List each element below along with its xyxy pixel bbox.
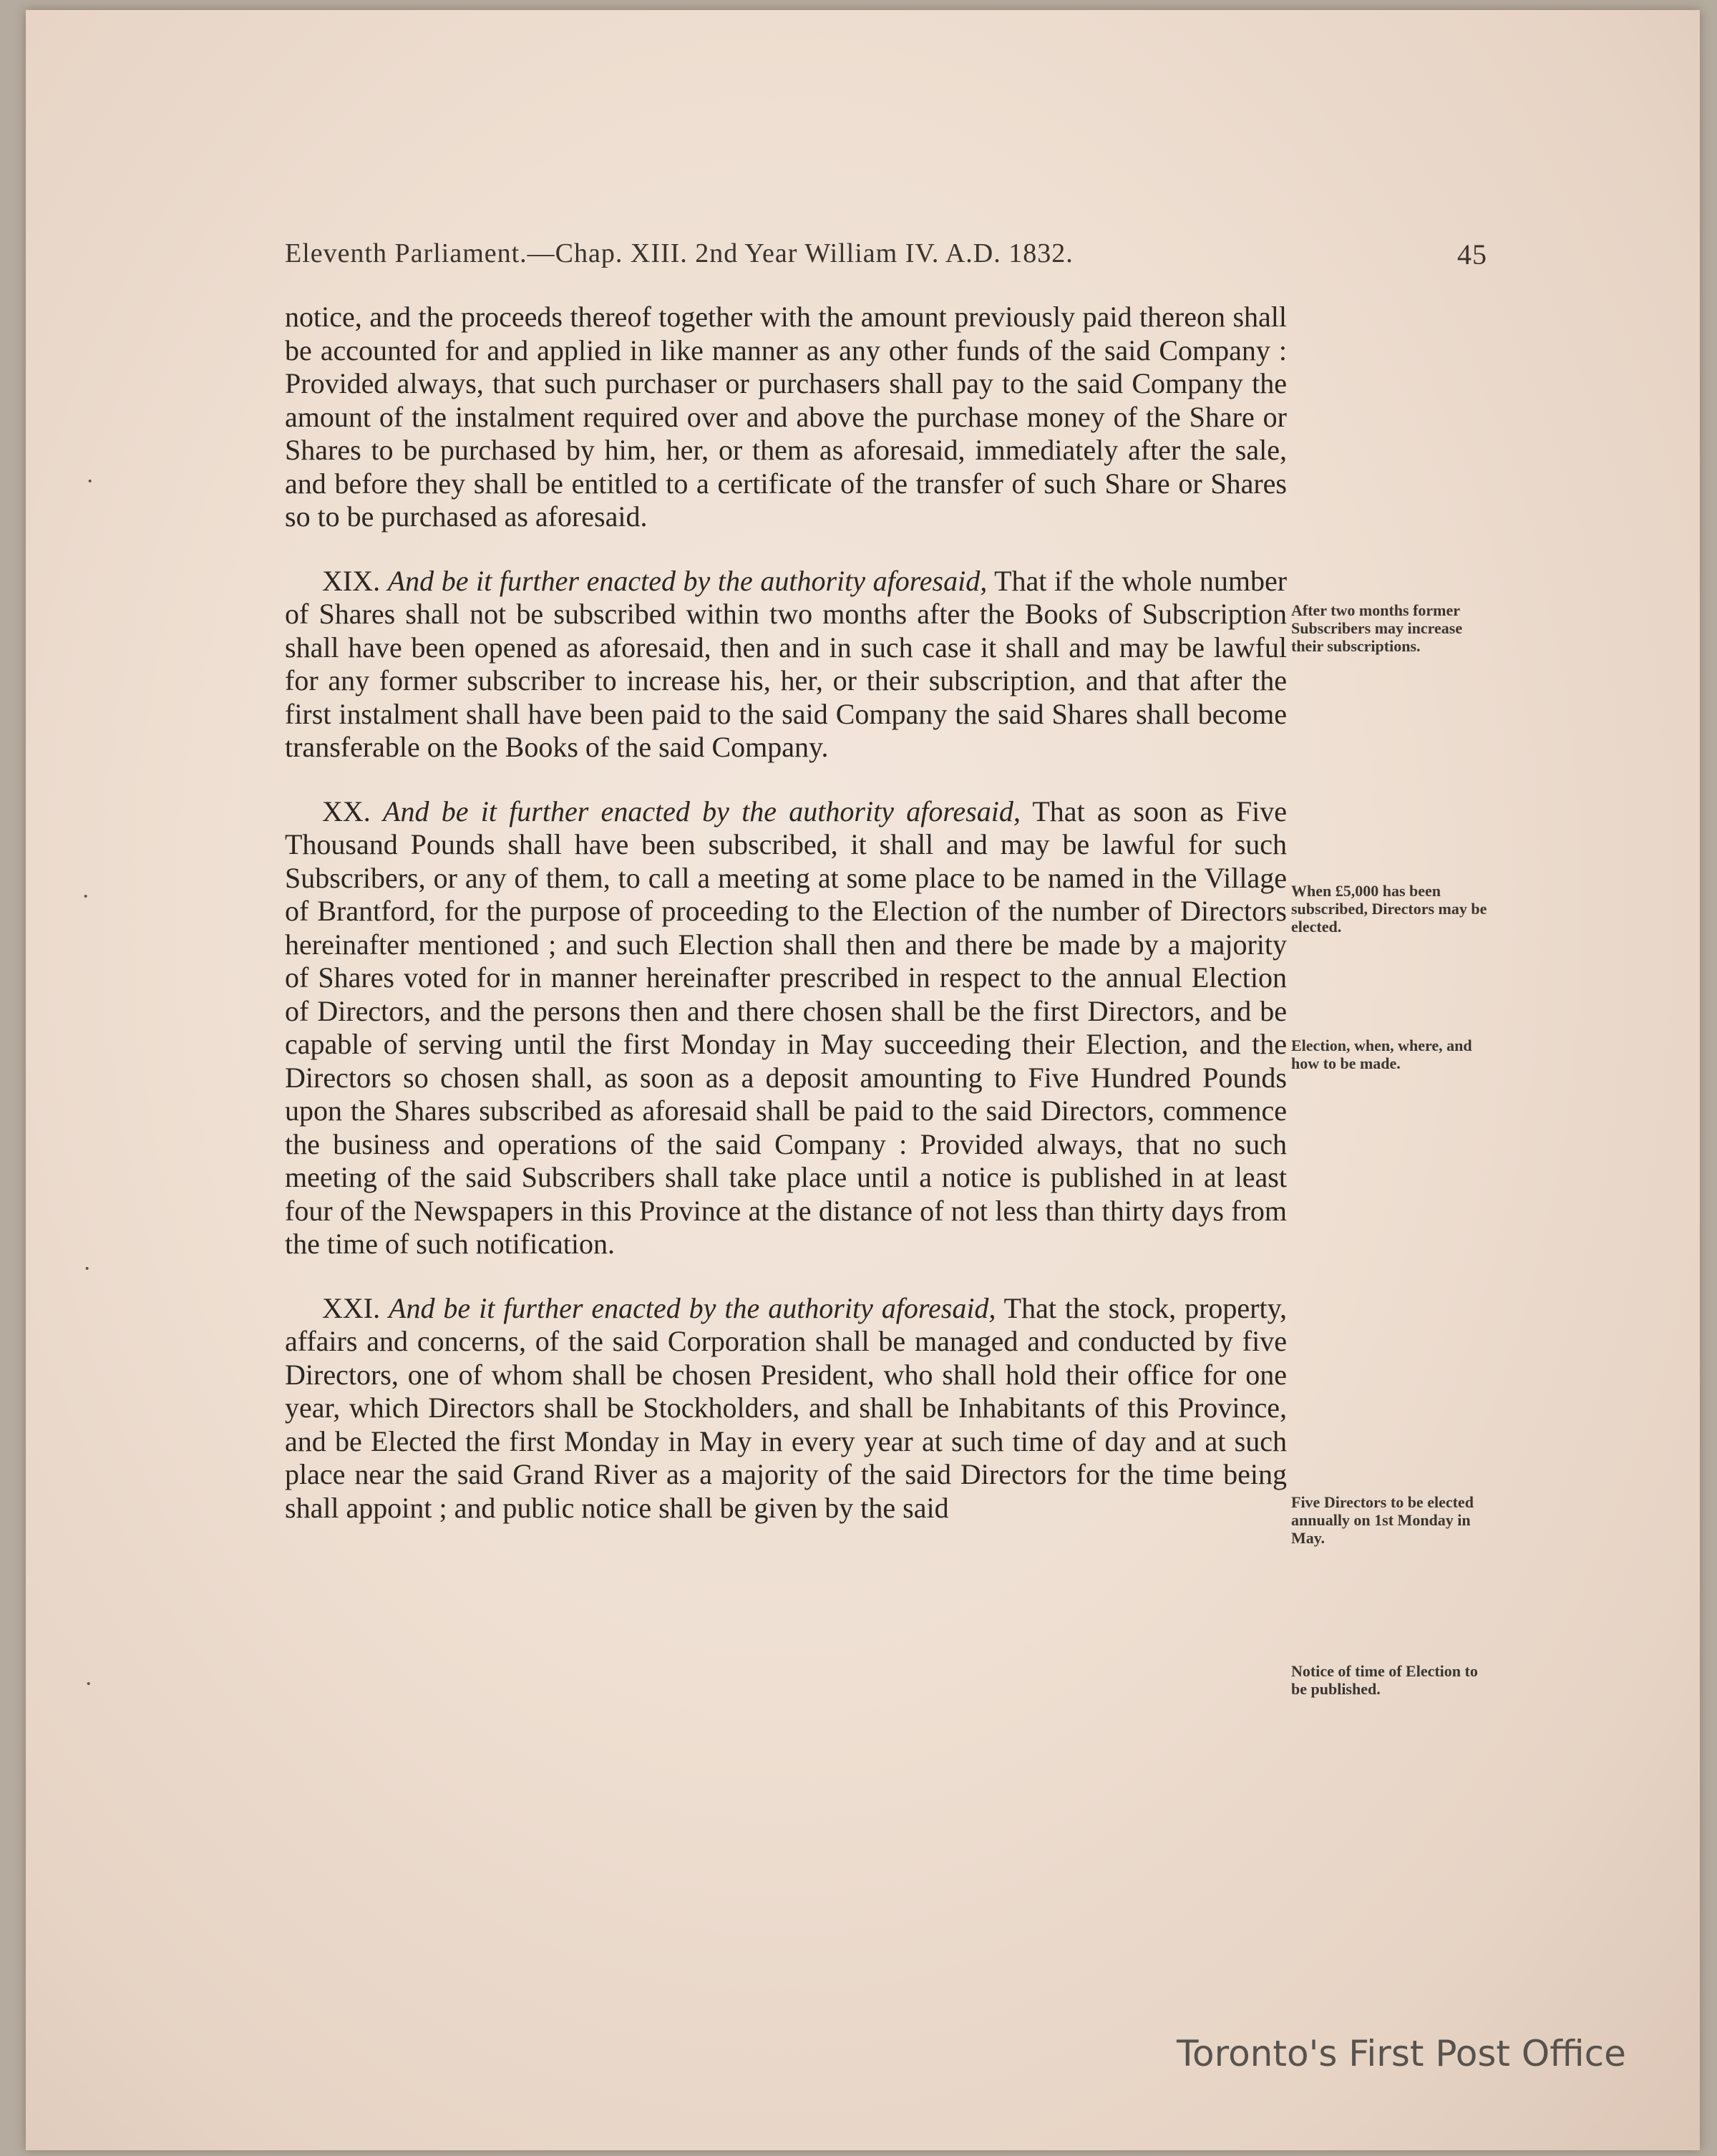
enacting-clause: And be it further enacted by the authority aforesaid, <box>387 564 988 597</box>
margin-note-former-subscribers: After two months former Subscribers may increase their subscriptions. <box>1291 601 1463 655</box>
page-number: 45 <box>1457 238 1487 271</box>
enacting-clause: And be it further enacted by the authority aforesaid, <box>389 1291 996 1324</box>
margin-note-first-directors: When £5,000 has been subscribed, Directors may be elected. <box>1291 882 1487 936</box>
margin-note-election: Election, when, where, and how to be made. <box>1291 1036 1472 1072</box>
margin-note-election-notice: Notice of time of Election to be published. <box>1291 1662 1478 1698</box>
sewing-hole-mark: · <box>82 883 90 910</box>
section-xix <box>285 565 1287 764</box>
sewing-hole-mark: · <box>83 1256 92 1282</box>
margin-note-annual-directors: Five Directors to be elected annually on 1st Monday in May. <box>1291 1493 1474 1547</box>
sewing-hole-mark: · <box>84 1671 93 1697</box>
enacting-clause: And be it further enacted by the authority aforesaid, <box>383 795 1021 827</box>
section-number: XIX. <box>322 564 381 597</box>
paragraph-text: That the stock, property, affairs and concerns, of the said Corporation shall be managed and conducted by five Directors, one of whom shall be chosen President, who shall hold their office for one year, which Directors shall be Stockholders, and shall be Inhabitants of this Province, and be Elected the first Monday in May in every year at such time of day and at such place near the said Grand River as a majority of the said Directors for the time being shall appoint ; and public notice shall be given by the said <box>285 1291 1288 1524</box>
section-number: XX. <box>322 795 371 827</box>
paragraph-text: That if the whole number of Shares shall not be subscribed within two months after the Books of Subscription shall have been opened as aforesaid, then and in such case it shall and may be lawful for any former subscriber to increase his, her, or their subscription, and that after the first instalment shall have been paid to the said Company the said Shares shall become transferable on the Books of the said Company. <box>285 564 1288 763</box>
paragraph-text: That as soon as Five Thousand Pounds shall have been subscribed, it shall and may be lawful for such Subscribers, or any of them, to call a meeting at some place to be named in the Village of Brantford, for the purpose of proceeding to the Election of the number of Directors hereinafter mentioned ; and such Election shall then and there be made by a majority of Shares voted for in manner hereinafter prescribed in respect to the annual Election of Directors, and the persons then and there chosen shall be the first Directors, and be capable of serving until the first Monday in May succeeding their Election, and the Directors so chosen shall, as soon as a deposit amounting to Five Hundred Pounds upon the Shares subscribed as aforesaid shall be paid to the said Directors, commence the business and operations of the said Company : Provided always, that no such meeting of the said Subscribers shall take place until a notice is published in at least four of the Newspapers in this Province at the distance of not less than thirty days from the time of such notification. <box>285 795 1287 1260</box>
watermark: Toronto's First Post Office <box>1177 2033 1626 2074</box>
running-title: Eleventh Parliament.—Chap. XIII. 2nd Year William IV. A.D. 1832. <box>285 238 1074 268</box>
document-page <box>26 10 1700 2150</box>
page-header <box>285 238 1487 273</box>
section-xxi <box>285 1292 1287 1525</box>
sewing-hole-mark: · <box>86 468 94 495</box>
body-text <box>285 301 1287 1555</box>
paragraph-continuation <box>285 301 1287 534</box>
section-number: XXI. <box>322 1291 381 1324</box>
section-xx <box>285 795 1287 1261</box>
paragraph-text: notice, and the proceeds thereof together with the amount previously paid thereon shall be accounted for and applied in like manner as any other funds of the said Company : Provided always, that such purchaser or purchasers shall pay to the said Company the amount of the instalment required over and above the purchase money of the Share or Shares to be purchased by him, her, or them as aforesaid, immediately after the sale, and before they shall be entitled to a certificate of the transfer of such Share or Shares so to be purchased as aforesaid. <box>285 301 1287 533</box>
